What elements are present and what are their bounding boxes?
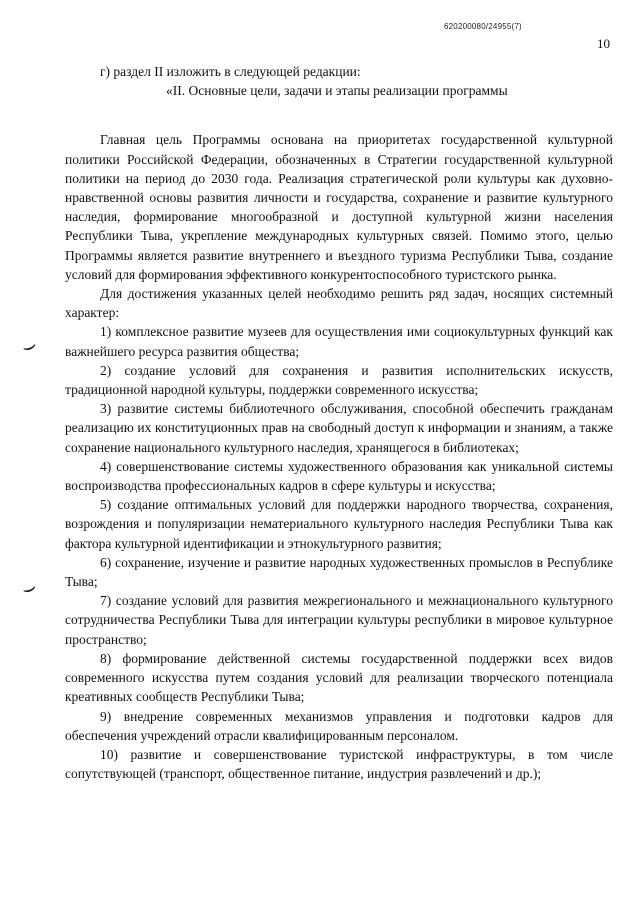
amendment-intro: г) раздел II изложить в следующей редакции: <box>100 64 361 79</box>
task-item: 4) совершенствование системы художественного образования как уникальной системы воспроизводства профессиональных кадров в сфере культуры и искусства; <box>65 458 613 494</box>
task-item: 6) сохранение, изучение и развитие народных художественных промыслов в Республике Тыва; <box>65 554 613 590</box>
document-body <box>65 62 613 783</box>
margin-pen-mark: ⌣ <box>18 332 41 361</box>
task-item: 5) создание оптимальных условий для поддержки народного творчества, сохранения, возрождения и популяризации нематериального культурного наследия Республики Тыва как фактора культурной идентификации и этнокультурного развития; <box>65 497 613 551</box>
task-item: 3) развитие системы библиотечного обслуживания, способной обеспечить гражданам реализацию их конституционных прав на свободный доступ к информации и знаниям, а также сохранение национального культурного наследия, хранящегося в библиотеках; <box>65 401 613 455</box>
margin-pen-mark: ⌣ <box>18 574 41 603</box>
paragraph-tasks-intro: Для достижения указанных целей необходимо решить ряд задач, носящих системный характер: <box>65 286 613 321</box>
task-item: 8) формирование действенной системы государственной поддержки всех видов современного искусства путем создания условий для реализации творческого потенциала креативных сообществ Республики Тыва; <box>65 650 613 705</box>
task-item: 1) комплексное развитие музеев для осуществления ими социокультурных функций как важнейшего ресурса развития общества; <box>65 324 613 359</box>
section-title: «II. Основные цели, задачи и этапы реализации программы <box>166 83 508 99</box>
task-item: 2) создание условий для сохранения и развития исполнительских искусств, традиционной народной культуры, поддержки современного искусства; <box>65 362 613 398</box>
document-id: 620200080/24955(7) <box>444 22 522 31</box>
task-item: 10) развитие и совершенствование туристской инфраструктуры, в том числе сопутствующей (транспорт, общественное питание, индустрия развлечений и др.); <box>65 746 613 782</box>
page-number: 10 <box>597 36 610 51</box>
task-item: 9) внедрение современных механизмов управления и подготовки кадров для обеспечения учреждений отрасли квалифицированным персоналом. <box>65 708 613 743</box>
paragraph-main-goal: Главная цель Программы основана на приоритетах государственной культурной политики Российской Федерации, обозначенных в Стратегии государственной культурной политики на период до 2030 года. Реализация стратегической роли культуры как духовно-нравственной основы развития личности и государства, сохранение и развитие культурного наследия, формирование многообразной и доступной культурной жизни населения Республики Тыва, укрепление международных культурных связей. Помимо этого, целью Программы является развитие внутреннего и въездного туризма Республики Тыва, создание условий для формирования эффективного конкурентоспособного туристского рынка. <box>65 132 613 282</box>
task-item: 7) создание условий для развития межрегионального и межнационального культурного сотрудничества Республики Тыва для интеграции культуры республики в мировое культурное пространство; <box>65 593 613 647</box>
